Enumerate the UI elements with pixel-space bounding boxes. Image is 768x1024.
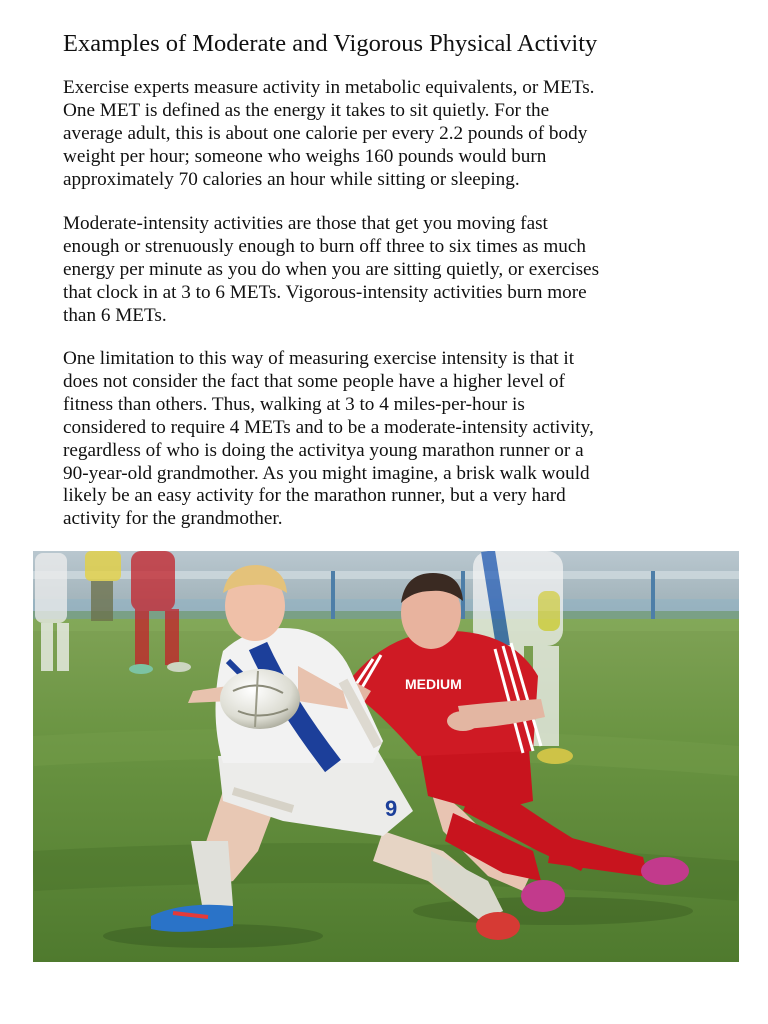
text-line: One MET is defined as the energy it takes to sit quietly. For the [63, 99, 550, 121]
soccer-illustration [33, 551, 739, 962]
text-line: 90-year-old grandmother. As you might imagine, a brisk walk would [63, 462, 590, 484]
text-line: regardless of who is doing the activitya young marathon runner or a [63, 439, 584, 461]
text-line: activity for the grandmother. [63, 508, 283, 530]
document-title: Examples of Moderate and Vigorous Physical Activity [63, 30, 598, 57]
text-line: than 6 METs. [63, 304, 167, 326]
text-line: likely be an easy activity for the marathon runner, but a very hard [63, 485, 566, 507]
text-line: does not consider the fact that some people have a higher level of [63, 370, 565, 392]
text-line: Moderate-intensity activities are those that get you moving fast [63, 213, 548, 234]
text-line: One limitation to this way of measuring exercise intensity is that it [63, 348, 575, 369]
text-line: average adult, this is about one calorie per every 2.2 pounds of body [63, 122, 588, 144]
text-line: fitness than others. Thus, walking at 3 to 4 miles-per-hour is [63, 393, 525, 415]
text-line: considered to require 4 METs and to be a moderate-intensity activity, [63, 416, 594, 438]
soccer-photo [33, 551, 739, 962]
paragraph-intensity-levels [63, 213, 723, 328]
text-line: that clock in at 3 to 6 METs. Vigorous-intensity activities burn more [63, 281, 587, 303]
paragraph-mets-definition [63, 77, 723, 192]
red-boot-icon [476, 912, 520, 940]
jersey-text: MEDIUM [405, 676, 462, 692]
shorts-number: 9 [385, 796, 398, 821]
text-line: enough or strenuously enough to burn off three to six times as much [63, 235, 586, 257]
soccer-ball-icon [220, 669, 300, 729]
text-line: Exercise experts measure activity in metabolic equivalents, or METs. [63, 77, 595, 98]
pink-boot-icon [641, 857, 689, 885]
text-line: approximately 70 calories an hour while sitting or sleeping. [63, 168, 520, 190]
text-line: weight per hour; someone who weighs 160 pounds would burn [63, 145, 547, 167]
paragraph-limitation [63, 348, 723, 531]
text-line: energy per minute as you do when you are sitting quietly, or exercises [63, 258, 600, 280]
